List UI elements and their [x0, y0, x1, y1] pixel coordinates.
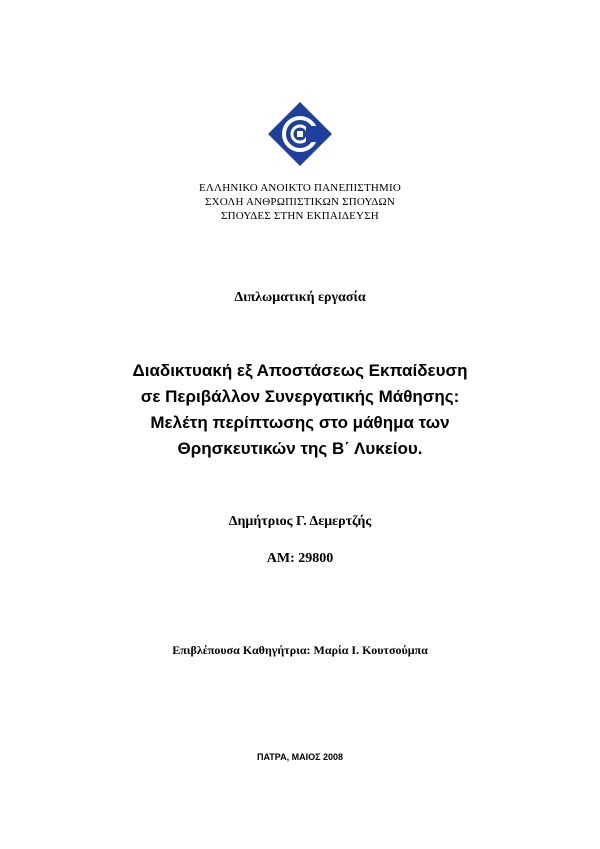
university-logo-icon [266, 100, 334, 168]
supervisor: Επιβλέπουσα Καθηγήτρια: Μαρία Ι. Κουτσούμπα [172, 643, 428, 657]
title-line-2: σε Περιβάλλον Συνεργατικής Μάθησης: [140, 387, 460, 406]
institution-line-2: ΣΧΟΛΗ ΑΝΘΡΩΠΙΣΤΙΚΩΝ ΣΠΟΥΔΩΝ [204, 196, 396, 208]
institution-line-1: ΕΛΛΗΝΙΚΟ ΑΝΟΙΚΤΟ ΠΑΝΕΠΙΣΤΗΜΙΟ [198, 182, 402, 194]
thesis-type: Διπλωματική εργασία [234, 290, 366, 305]
place-date: ΠΑΤΡΑ, ΜΑΙΟΣ 2008 [256, 752, 343, 762]
title-line-4: Θρησκευτικών της Β΄ Λυκείου. [177, 439, 423, 458]
institution-line-3: ΣΠΟΥΔΕΣ ΣΤΗΝ ΕΚΠΑΙΔΕΥΣΗ [221, 210, 379, 222]
author-name: Δημήτριος Γ. Δεμερτζής [228, 514, 372, 529]
title-line-3: Μελέτη περίπτωσης στο μάθημα των [150, 413, 450, 432]
title-line-1: Διαδικτυακή εξ Αποστάσεως Εκπαίδευση [132, 361, 468, 380]
student-id: ΑΜ: 29800 [266, 551, 334, 566]
